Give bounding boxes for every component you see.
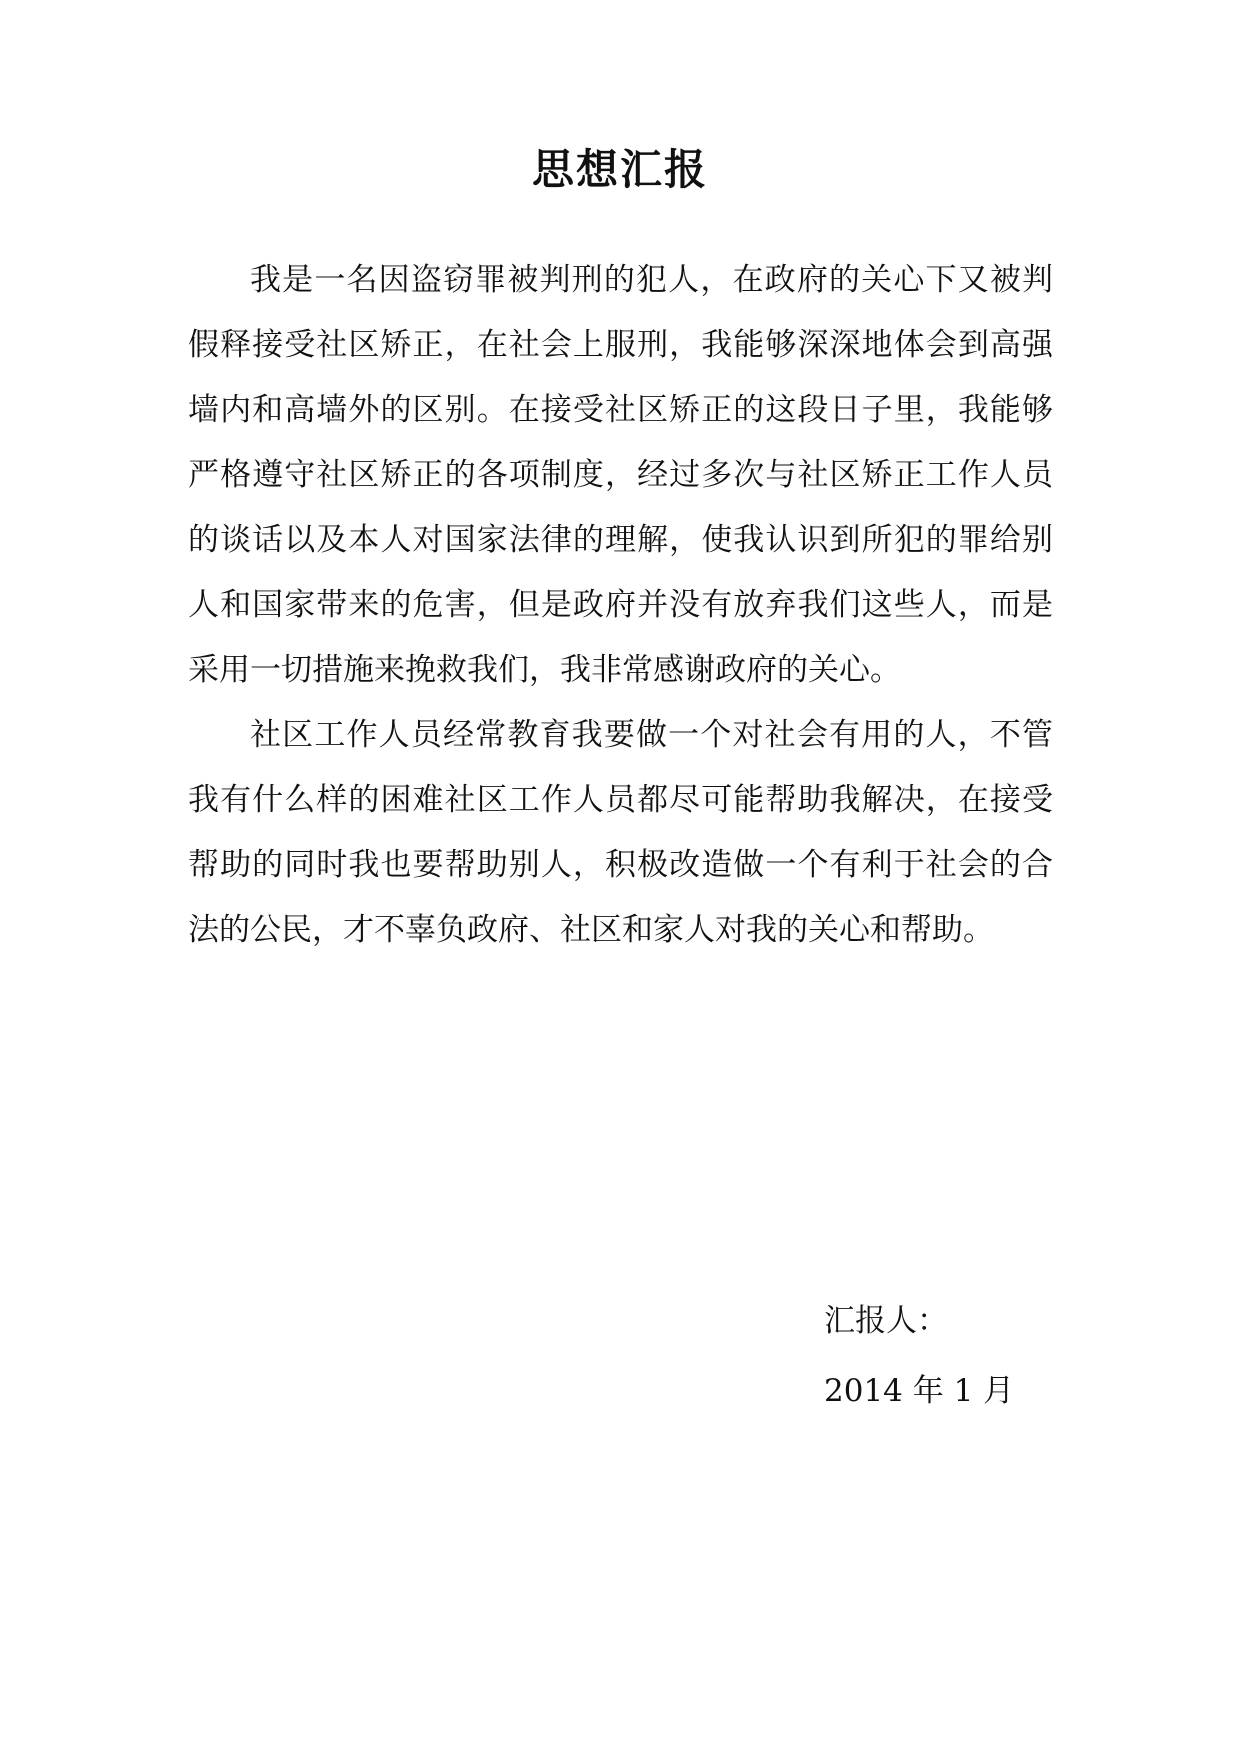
document-title: 思想汇报 [531, 145, 708, 194]
report-date: 2014 年 1 月 [824, 1373, 1015, 1409]
paragraph-2: 社区工作人员经常教育我要做一个对社会有用的人，不管我有什么样的困难社区工作人员都尽可能帮助我解决，在接受帮助的同时我也要帮助别人，积极改造做一个有利于社会的合法的公民，才不辜负政府、社区和家人对我的关心和帮助。 [188, 717, 1053, 948]
reporter-label: 汇报人： [824, 1303, 948, 1339]
signature-block [824, 1286, 1144, 1426]
document-body [188, 248, 1053, 963]
paragraph-1: 我是一名因盗窃罪被判刑的犯人，在政府的关心下又被判假释接受社区矫正，在社会上服刑，我能够深深地体会到高强墙内和高墙外的区别。在接受社区矫正的这段日子里，我能够严格遵守社区矫正的各项制度，经过多次与社区矫正工作人员的谈话以及本人对国家法律的理解，使我认识到所犯的罪给别人和国家带来的危害，但是政府并没有放弃我们这些人，而是采用一切措施来挽救我们，我非常感谢政府的关心。 [188, 262, 1053, 688]
